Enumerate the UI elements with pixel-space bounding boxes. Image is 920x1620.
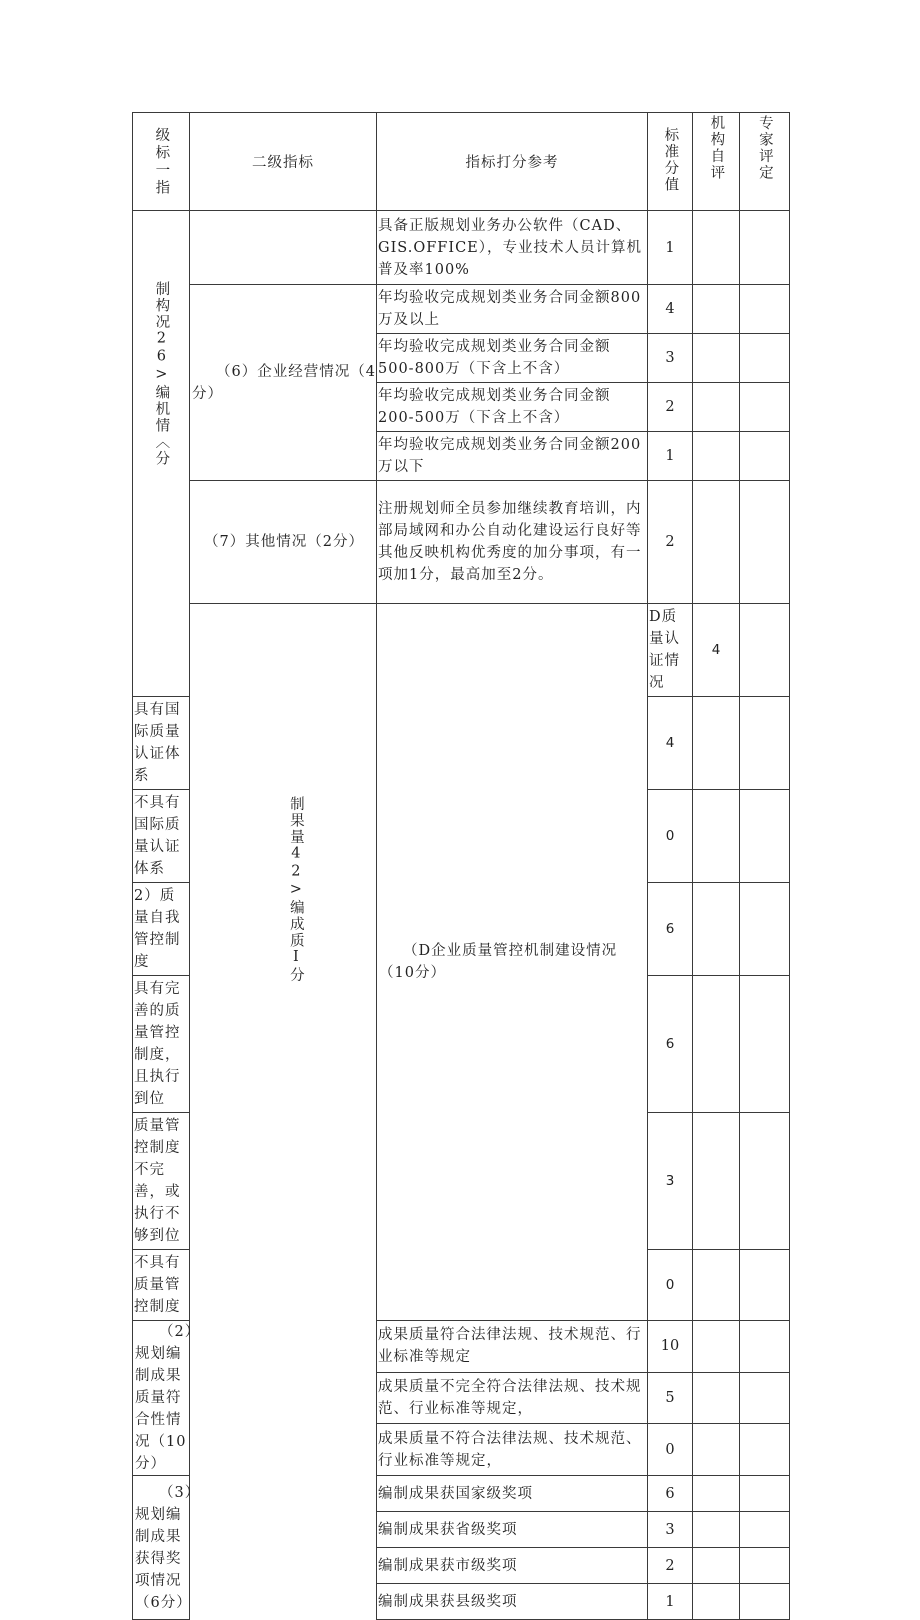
section1-row0-secondary xyxy=(190,211,377,285)
group6-row2-ref: 年均验收完成规划类业务合同金额200-500万（下含上不含） xyxy=(377,383,648,432)
group3-row0-ref: 编制成果获国家级奖项 xyxy=(377,1476,648,1512)
group2-row2-ref: 成果质量不符合法律法规、技术规范、行业标准等规定， xyxy=(377,1424,648,1476)
expert-cell[interactable] xyxy=(740,697,790,790)
group2-row0-ref: 成果质量符合法律法规、技术规范、行业标准等规定 xyxy=(377,1321,648,1373)
expert-cell[interactable] xyxy=(740,481,790,604)
section2-label xyxy=(190,604,377,1620)
expert-cell[interactable] xyxy=(740,1424,790,1476)
group7-score: 2 xyxy=(648,481,693,604)
header-standard xyxy=(648,113,693,211)
self-eval-cell[interactable] xyxy=(693,1548,740,1584)
expert-cell[interactable] xyxy=(740,1512,790,1548)
self-eval-cell[interactable] xyxy=(693,1512,740,1548)
self-eval-cell[interactable] xyxy=(693,1424,740,1476)
self-eval-cell[interactable] xyxy=(693,432,740,481)
expert-cell[interactable] xyxy=(740,883,790,976)
group3-label: （3）规划编制成果获得奖项情况（6分） xyxy=(133,1476,190,1620)
expert-cell[interactable] xyxy=(740,1250,790,1321)
group1-row5-score: 3 xyxy=(648,1113,693,1250)
group6-row1-ref: 年均验收完成规划类业务合同金额500-800万（下含上不含） xyxy=(377,334,648,383)
expert-cell[interactable] xyxy=(740,432,790,481)
group3-row2-ref: 编制成果获市级奖项 xyxy=(377,1548,648,1584)
group6-row0-ref: 年均验收完成规划类业务合同金额800万及以上 xyxy=(377,285,648,334)
self-eval-cell[interactable] xyxy=(693,1321,740,1373)
group7-ref: 注册规划师全员参加继续教育培训，内部局域网和办公自动化建设运行良好等其他反映机构优秀度的加分事项，有一项加1分，最高加至2分。 xyxy=(377,481,648,604)
expert-cell[interactable] xyxy=(740,285,790,334)
expert-cell[interactable] xyxy=(740,1372,790,1424)
header-level2: 二级指标 xyxy=(190,113,377,211)
section1-row0-score: 1 xyxy=(648,211,693,285)
group1-row5-ref: 质量管控制度不完善，或执行不够到位 xyxy=(133,1113,190,1250)
header-expert-text: 专家评定 xyxy=(756,115,773,181)
expert-cell[interactable] xyxy=(740,1321,790,1373)
group1-row4-ref: 具有完善的质量管控制度，且执行到位 xyxy=(133,976,190,1113)
group2-row1-ref: 成果质量不完全符合法律法规、技术规范、行业标准等规定， xyxy=(377,1372,648,1424)
header-level1 xyxy=(133,113,190,211)
group2-label: （2）规划编制成果质量符合性情况（10分） xyxy=(133,1321,190,1476)
self-eval-cell[interactable] xyxy=(693,481,740,604)
group6-row0-score: 4 xyxy=(648,285,693,334)
group3-row1-score: 3 xyxy=(648,1512,693,1548)
self-eval-cell[interactable] xyxy=(693,790,740,883)
expert-cell[interactable] xyxy=(740,334,790,383)
self-eval-cell[interactable] xyxy=(693,383,740,432)
self-eval-cell[interactable] xyxy=(693,976,740,1113)
group1-row6-ref: 不具有质量管控制度 xyxy=(133,1250,190,1321)
header-self-eval xyxy=(693,113,740,211)
header-row xyxy=(133,113,790,211)
group1-row1-ref: 具有国际质量认证体系 xyxy=(133,697,190,790)
group2-row2-score: 0 xyxy=(648,1424,693,1476)
group6-row2-score: 2 xyxy=(648,383,693,432)
group1-row2-score: 0 xyxy=(648,790,693,883)
group1-row6-score: 0 xyxy=(648,1250,693,1321)
group1-row1-score: 4 xyxy=(648,697,693,790)
group1-row0-ref: D质量认证情况 xyxy=(648,604,693,697)
expert-cell[interactable] xyxy=(740,790,790,883)
self-eval-cell[interactable] xyxy=(693,1113,740,1250)
header-expert xyxy=(740,113,790,211)
group1-row2-ref: 不具有国际质量认证体系 xyxy=(133,790,190,883)
table-row xyxy=(133,285,790,334)
header-reference: 指标打分参考 xyxy=(377,113,648,211)
expert-cell[interactable] xyxy=(740,1548,790,1584)
header-self-eval-text: 机构自评 xyxy=(708,115,725,181)
section2-label-text: 制果量42>编成质I分 xyxy=(287,796,304,984)
expert-cell[interactable] xyxy=(740,1113,790,1250)
self-eval-cell[interactable] xyxy=(693,1372,740,1424)
group3-row0-score: 6 xyxy=(648,1476,693,1512)
group2-row1-score: 5 xyxy=(648,1372,693,1424)
section1-row0-ref: 具备正版规划业务办公软件（CAD、GIS.OFFICE），专业技术人员计算机普及率100% xyxy=(377,211,648,285)
group1-label: （D企业质量管控机制建设情况（10分） xyxy=(377,604,648,1321)
group3-row3-ref: 编制成果获县级奖项 xyxy=(377,1584,648,1620)
self-eval-cell[interactable] xyxy=(693,285,740,334)
group3-row3-score: 1 xyxy=(648,1584,693,1620)
self-eval-cell[interactable] xyxy=(693,883,740,976)
self-eval-cell[interactable] xyxy=(693,697,740,790)
table-row xyxy=(133,481,790,604)
group3-row2-score: 2 xyxy=(648,1548,693,1584)
self-eval-cell[interactable] xyxy=(693,1250,740,1321)
self-eval-cell[interactable] xyxy=(693,211,740,285)
self-eval-cell[interactable] xyxy=(693,334,740,383)
self-eval-cell[interactable] xyxy=(693,1584,740,1620)
expert-cell[interactable] xyxy=(740,211,790,285)
group6-row3-ref: 年均验收完成规划类业务合同金额200万以下 xyxy=(377,432,648,481)
table-row xyxy=(133,604,790,697)
group1-row3-score: 6 xyxy=(648,883,693,976)
group7-label: （7）其他情况（2分） xyxy=(190,481,377,604)
group6-label: （6）企业经营情况（4分） xyxy=(190,285,377,481)
group6-row3-score: 1 xyxy=(648,432,693,481)
section1-label-text: 制构况26>编机情〈分 xyxy=(153,281,170,467)
section1-label xyxy=(133,211,190,697)
expert-cell[interactable] xyxy=(740,1476,790,1512)
group6-row1-score: 3 xyxy=(648,334,693,383)
expert-cell[interactable] xyxy=(740,1584,790,1620)
group2-row0-score: 10 xyxy=(648,1321,693,1373)
self-eval-cell[interactable] xyxy=(740,604,790,697)
self-eval-cell[interactable] xyxy=(693,1476,740,1512)
header-standard-text: 标准分值 xyxy=(662,126,679,193)
evaluation-table xyxy=(132,112,790,1620)
group1-row4-score: 6 xyxy=(648,976,693,1113)
header-level1-text: 级标一指 xyxy=(153,126,170,197)
expert-cell[interactable] xyxy=(740,383,790,432)
group3-row1-ref: 编制成果获省级奖项 xyxy=(377,1512,648,1548)
expert-cell[interactable] xyxy=(740,976,790,1113)
group1-row0-score: 4 xyxy=(693,604,740,697)
group1-row3-ref: 2）质量自我管控制度 xyxy=(133,883,190,976)
table-row xyxy=(133,211,790,285)
